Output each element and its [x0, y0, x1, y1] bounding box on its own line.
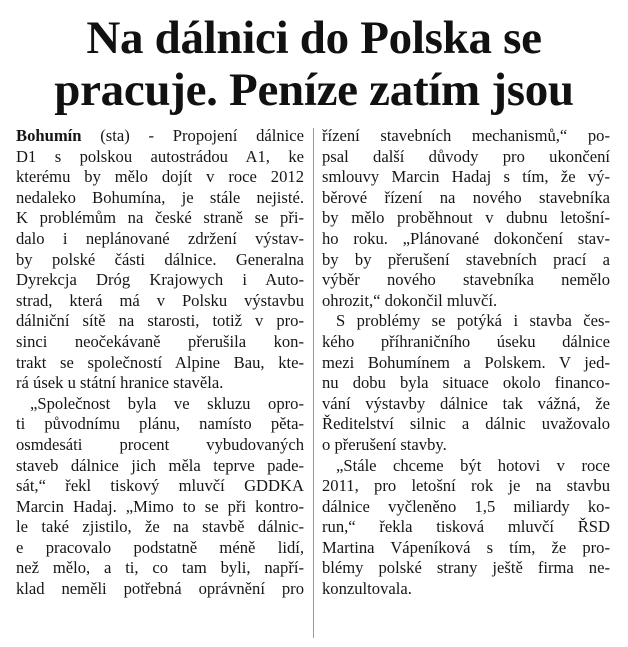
text-line: e pracovalo podstatně méně lidí,	[16, 537, 304, 557]
text-line: Marcin Hadaj. „Mimo to se při kontro-	[16, 496, 304, 516]
text-line: dálnice vyčleněno 1,5 miliardy ko-	[322, 496, 610, 516]
text-line: psal další důvody pro ukončení	[322, 146, 610, 166]
text-line: trakt se společností Alpine Bau, kte-	[16, 352, 304, 372]
article-column-left	[16, 126, 304, 600]
text-line: ti původnímu plánu, namísto pěta-	[16, 414, 304, 434]
text-line: kterému by mělo dojít v roce 2012	[16, 167, 304, 187]
paragraph-intro	[16, 126, 304, 394]
text-line: „Stále chceme být hotovi v roce	[336, 455, 610, 475]
text-line: le také zjistilo, že na stavbě dálnic-	[16, 517, 304, 537]
text-line: klad neměli potřebná oprávnění pro	[16, 579, 304, 599]
text-line: než mělo, a ti, co tam byli, napří-	[16, 558, 304, 578]
text-line: nedaleko Bohumína, je stále nejisté.	[16, 187, 304, 207]
text-line: Dyrekcja Dróg Krajowych i Auto-	[16, 270, 304, 290]
text-line: konzultovala.	[322, 579, 412, 599]
text-line: smlouvy Marcin Hadaj s tím, že vý-	[322, 167, 610, 187]
text-line: nu dobu byla situace okolo financo-	[322, 373, 610, 393]
text-line: 2011, pro letošní rok je na stavbu	[322, 476, 610, 496]
text-line: dalo i neplánované zdržení výstav-	[16, 228, 304, 248]
text-line: dálniční sítě na starosti, totiž v pro-	[16, 311, 304, 331]
text-line: řízení stavebních mechanismů,“ po-	[322, 126, 610, 145]
dateline: Bohumín	[16, 126, 82, 145]
text-line-rest: (sta) - Propojení dálnice	[81, 126, 304, 145]
text-line: mezi Bohumínem a Polskem. V jed-	[322, 352, 610, 372]
text-line: strad, která má v Polsku výstavbu	[16, 290, 304, 310]
text-line: „Společnost byla ve skluzu opro-	[30, 393, 304, 413]
text-line: by by přerušení stavebních prací a	[322, 249, 610, 269]
text-line: osmdesáti procent vybudovaných	[16, 434, 304, 454]
text-line: D1 s polskou autostrádou A1, ke	[16, 146, 304, 166]
paragraph-quote-gddka	[16, 394, 304, 600]
text-line: vání výstavby dálnice tak vážná, že	[322, 393, 610, 413]
text-line: S problémy se potýká i stavba čes-	[336, 311, 610, 331]
article-headline	[14, 12, 614, 116]
text-line: staveb dálnice jich měla teprve pade-	[16, 455, 304, 475]
text-line: ho roku. „Plánované dokončení stav-	[322, 228, 610, 248]
text-line: sinci neočekávaně přerušila kon-	[16, 331, 304, 351]
text-line: by mělo proběhnout v dubnu letošní-	[322, 208, 610, 228]
text-line: kého příhraničního úseku dálnice	[322, 331, 610, 351]
paragraph-quote-continued	[322, 126, 610, 311]
text-line: blémy polské strany ještě firma ne-	[322, 558, 610, 578]
text-line: o přerušení stavby.	[322, 434, 447, 454]
article-column-right	[322, 126, 610, 600]
headline-line-1: Na dálnici do Polska se	[86, 12, 542, 64]
text-line: K problémům na české straně se při-	[16, 208, 304, 228]
text-line: sát,“ řekl tiskový mluvčí GDDKA	[16, 476, 304, 496]
text-line: Ředitelství silnic a dálnic uvažovalo	[322, 414, 610, 434]
text-line: výběr nového stavebníka nemělo	[322, 270, 610, 290]
text-line	[16, 126, 304, 147]
text-line: běrové řízení na nového stavebníka	[322, 187, 610, 207]
text-line: by polské části dálnice. Generalna	[16, 249, 304, 269]
column-divider	[313, 128, 314, 638]
text-line: ohrozit,“ dokončil mluvčí.	[322, 290, 498, 310]
text-line: run,“ řekla tisková mluvčí ŘSD	[322, 517, 610, 537]
headline-line-2: pracuje. Peníze zatím jsou	[54, 64, 574, 116]
paragraph-quote-rsd	[322, 456, 610, 600]
paragraph-czech-section	[322, 311, 610, 455]
text-line: rá úsek u státní hranice stavěla.	[16, 373, 224, 393]
text-line: Martina Vápeníková s tím, že pro-	[322, 537, 610, 557]
